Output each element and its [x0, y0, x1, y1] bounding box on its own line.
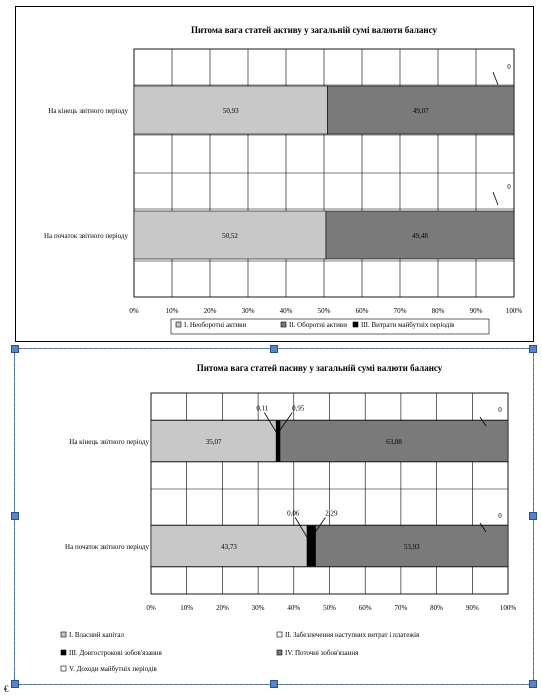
- category-label: На початок звітного періоду: [65, 543, 149, 551]
- x-tick-label: 0%: [129, 307, 139, 315]
- x-tick-label: 50%: [323, 604, 336, 612]
- resize-handle-top-right[interactable]: [529, 345, 537, 353]
- x-tick-label: 80%: [430, 604, 444, 612]
- data-label: 63,88: [386, 438, 402, 446]
- asset-chart-svg: [16, 7, 533, 341]
- resize-handle-top-center[interactable]: [270, 345, 278, 353]
- x-tick-label: 40%: [279, 307, 293, 315]
- data-label: 35,07: [205, 438, 222, 446]
- liability-chart-svg: [15, 349, 533, 684]
- x-tick-label: 20%: [203, 307, 217, 315]
- resize-handle-middle-left[interactable]: [11, 512, 19, 520]
- x-tick-label: 30%: [241, 307, 255, 315]
- x-tick-label: 90%: [469, 307, 483, 315]
- resize-handle-bottom-left[interactable]: [11, 680, 19, 688]
- x-tick-label: 80%: [431, 307, 445, 315]
- data-label: 0,95: [292, 404, 305, 413]
- category-label: На кінець звітного періоду: [48, 107, 128, 115]
- resize-handle-middle-right[interactable]: [529, 512, 537, 520]
- data-label: 49,48: [412, 232, 428, 240]
- legend-swatch-2: [281, 322, 286, 327]
- x-tick-label: 90%: [465, 604, 479, 612]
- resize-handle-top-left[interactable]: [11, 345, 19, 353]
- resize-handle-bottom-right[interactable]: [529, 680, 537, 688]
- data-label: 0,11: [256, 404, 269, 413]
- x-tick-label: 0%: [146, 604, 156, 612]
- category-label: На кінець звітного періоду: [69, 438, 149, 446]
- x-tick-label: 60%: [355, 307, 369, 315]
- legend-label: IV. Поточні зобов'язання: [285, 649, 359, 657]
- paragraph-mark: €: [4, 684, 9, 694]
- data-label: 50,52: [222, 232, 238, 240]
- resize-handle-bottom-center[interactable]: [270, 680, 278, 688]
- data-label: 53,93: [403, 543, 420, 551]
- liability-chart-panel[interactable]: [14, 348, 534, 685]
- x-tick-label: 60%: [358, 604, 372, 612]
- data-label: 0,06: [287, 509, 300, 518]
- legend-swatch-1: [176, 322, 181, 327]
- legend-label: I. Власний капітал: [69, 631, 125, 639]
- chart-title: Питома вага статей пасиву у загальній сумі валюти балансу: [196, 363, 443, 373]
- x-tick-label: 20%: [215, 604, 229, 612]
- legend-label: II. Забезпечення наступних витрат і платежів: [285, 631, 420, 639]
- x-tick-label: 50%: [317, 307, 331, 315]
- legend-label: II. Оборотні активи: [289, 321, 347, 329]
- legend-label: I. Необоротні активи: [184, 321, 247, 329]
- x-tick-label: 100%: [505, 307, 523, 315]
- x-tick-label: 70%: [393, 307, 407, 315]
- data-label: 0: [498, 512, 502, 520]
- bar-segment-3: [307, 526, 315, 567]
- x-tick-label: 100%: [499, 604, 517, 612]
- legend-swatch-3: [353, 322, 358, 327]
- legend-label: V. Доходи майбутніх періодів: [69, 665, 157, 673]
- category-label: На початок звітного періоду: [44, 232, 128, 240]
- data-label: 0: [498, 406, 502, 414]
- legend-swatch-5: [61, 666, 66, 671]
- data-label: 0: [507, 63, 511, 71]
- legend-swatch-1: [61, 632, 66, 637]
- x-tick-label: 30%: [251, 604, 265, 612]
- legend-swatch-4: [277, 650, 282, 655]
- data-label: 50,93: [222, 107, 239, 115]
- legend-swatch-3: [61, 650, 66, 655]
- bar-segment-3: [277, 421, 280, 462]
- x-tick-label: 40%: [287, 604, 301, 612]
- asset-chart-panel[interactable]: [15, 6, 534, 342]
- data-label: 43,73: [221, 543, 237, 551]
- data-label: 49,07: [412, 107, 429, 115]
- x-tick-label: 70%: [394, 604, 408, 612]
- legend-swatch-2: [277, 632, 282, 637]
- data-label: 0: [507, 183, 511, 191]
- chart-title: Питома вага статей активу у загальній сумі валюти балансу: [191, 25, 437, 35]
- legend-label: III. Довгострокові зобов'язання: [69, 649, 162, 657]
- legend-label: III. Витрати майбутніх періодів: [361, 321, 455, 329]
- x-tick-label: 10%: [165, 307, 179, 315]
- x-tick-label: 10%: [180, 604, 194, 612]
- data-label: 2,29: [325, 509, 338, 518]
